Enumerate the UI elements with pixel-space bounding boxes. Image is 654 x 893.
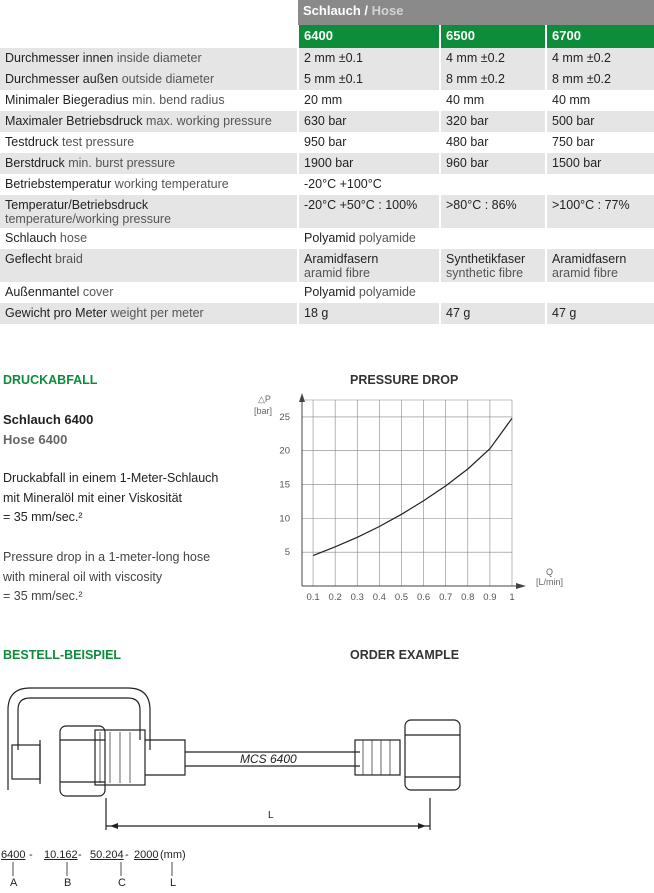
table-cell: 8 mm ±0.2 — [546, 69, 654, 90]
table-cell: >100°C : 77% — [546, 195, 654, 228]
table-cell: 2 mm ±0.1 — [298, 48, 440, 69]
table-row — [0, 111, 654, 132]
table-cell: 320 bar — [440, 111, 546, 132]
table-header-group-row — [0, 0, 654, 25]
header-blank-cell — [0, 25, 298, 48]
hose-label-de: Schlauch 6400 — [3, 412, 94, 427]
header-group-sep: / — [360, 3, 372, 18]
row-label: Testdruck test pressure — [5, 135, 135, 149]
order-code-part-a: 6400 — [1, 849, 26, 861]
header-group-cell — [298, 0, 654, 25]
model-header-6400: 6400 — [298, 25, 440, 48]
x-tick-label: 0.4 — [372, 592, 386, 603]
x-tick-label: 0.9 — [483, 592, 497, 603]
description-en-line: Pressure drop in a 1-meter-long hose — [3, 550, 211, 564]
description-en-line: with mineral oil with viscosity — [3, 569, 163, 584]
table-cell: 750 bar — [546, 132, 654, 153]
table-cell: 1500 bar — [546, 153, 654, 174]
hose-label — [3, 410, 93, 450]
pressure-drop-heading: PRESSURE DROP — [350, 373, 459, 387]
row-label: Gewicht pro Meter weight per meter — [0, 303, 298, 324]
hose-marking: MCS 6400 — [240, 752, 297, 766]
table-cell: 20 mm — [298, 90, 440, 111]
x-tick-label: 0.6 — [416, 592, 431, 603]
table-cell-span: -20°C +100°C — [298, 174, 654, 195]
series-line-hose-6400 — [313, 418, 512, 555]
row-label: Temperatur/Betriebsdruck temperature/working pressure — [0, 195, 298, 228]
left-body — [145, 740, 185, 775]
table-cell: 40 mm — [546, 90, 654, 111]
y-label-symbol: △P — [258, 394, 271, 404]
order-code-part-c: 50.204 — [90, 849, 124, 861]
table-cell: Synthetikfaser synthetic fibre — [440, 249, 546, 282]
table-row — [0, 153, 654, 174]
table-cell: 950 bar — [298, 132, 440, 153]
right-ferrule — [355, 740, 400, 775]
table-cell: 18 g — [298, 303, 440, 324]
model-header-6500: 6500 — [440, 25, 546, 48]
table-cell-span: Polyamid polyamide — [298, 282, 654, 303]
bestell-beispiel-heading: BESTELL-BEISPIEL — [3, 648, 122, 662]
row-label: Betriebstemperatur working temperature — [5, 177, 229, 191]
header-blank-cell — [0, 0, 298, 25]
table-cell: 47 g — [440, 303, 546, 324]
table-header-models-row — [0, 25, 654, 48]
order-code-part-b: 10.162 — [44, 849, 78, 861]
row-label: Schlauch hose — [5, 231, 88, 245]
order-code-sep: - — [78, 849, 82, 861]
table-cell: 8 mm ±0.2 — [440, 69, 546, 90]
left-cap — [12, 745, 40, 779]
right-coupling-nut — [405, 720, 460, 790]
bracket-inner — [8, 688, 150, 790]
description-de-line: = 35 mm/sec.² — [3, 510, 83, 524]
chart-ticks — [279, 412, 514, 603]
y-axis-arrow — [299, 393, 305, 402]
table-cell: 960 bar — [440, 153, 546, 174]
row-label: Durchmesser außen outside diameter — [0, 69, 298, 90]
x-tick-label: 0.5 — [394, 592, 409, 603]
table-row — [0, 282, 654, 303]
y-tick-label: 25 — [279, 411, 290, 423]
table-cell: 480 bar — [440, 132, 546, 153]
chart-grid — [302, 400, 512, 586]
order-letter-c: C — [118, 877, 126, 889]
description-de — [3, 469, 218, 528]
y-label-unit: [bar] — [254, 406, 273, 416]
order-example-heading: ORDER EXAMPLE — [350, 648, 460, 662]
x-label-symbol: Q — [546, 567, 554, 577]
x-tick-label: 0.1 — [306, 592, 320, 603]
hose-assembly-drawing — [0, 680, 654, 840]
header-group-de: Schlauch — [303, 3, 361, 18]
table-row — [0, 132, 654, 153]
order-letter-a: A — [10, 877, 18, 889]
druckabfall-heading: DRUCKABFALL — [3, 373, 98, 387]
description-de-line: Druckabfall in einem 1-Meter-Schlauch — [3, 471, 219, 485]
order-letter-l: L — [170, 877, 177, 889]
row-label: Berstdruck min. burst pressure — [0, 153, 298, 174]
x-label-unit: [L/min] — [536, 577, 564, 587]
pressure-drop-chart — [250, 390, 580, 610]
table-row — [0, 195, 654, 228]
hose-label-en: Hose 6400 — [3, 432, 68, 447]
row-label: Minimaler Biegeradius min. bend radius — [5, 93, 225, 107]
x-tick-label: 0.3 — [350, 592, 364, 603]
x-tick-label: 1 — [509, 592, 515, 603]
bracket-outer — [18, 698, 140, 750]
table-cell: Aramidfasern aramid fibre — [298, 249, 440, 282]
table-cell: 4 mm ±0.2 — [440, 48, 546, 69]
order-code-leaders — [0, 860, 200, 890]
table-row — [0, 228, 654, 249]
table-row — [0, 69, 654, 90]
row-label: Maximaler Betriebsdruck max. working pressure — [0, 111, 298, 132]
table-row — [0, 90, 654, 111]
order-letter-b: B — [64, 877, 72, 889]
table-cell: 5 mm ±0.1 — [298, 69, 440, 90]
table-cell: Aramidfasern aramid fibre — [546, 249, 654, 282]
x-tick-label: 0.7 — [439, 592, 453, 603]
y-tick-label: 5 — [284, 547, 290, 559]
row-label: Durchmesser innen inside diameter — [0, 48, 298, 69]
y-tick-label: 15 — [279, 479, 290, 491]
table-cell: 630 bar — [298, 111, 440, 132]
y-tick-label: 10 — [279, 513, 290, 525]
row-label: Geflecht braid — [0, 249, 298, 282]
x-axis-arrow — [516, 583, 526, 589]
table-cell: 1900 bar — [298, 153, 440, 174]
header-group-en: Hose — [371, 3, 404, 18]
table-cell: 500 bar — [546, 111, 654, 132]
table-row — [0, 174, 654, 195]
table-row — [0, 303, 654, 324]
table-cell: 47 g — [546, 303, 654, 324]
table-cell-span: Polyamid polyamide — [298, 228, 654, 249]
dimension-label: L — [268, 810, 274, 821]
order-code-sep: - — [29, 849, 33, 861]
table-cell: -20°C +50°C : 100% — [298, 195, 440, 228]
x-tick-label: 0.8 — [461, 592, 475, 603]
order-code-unit: (mm) — [160, 849, 186, 861]
order-code-part-l: 2000 — [134, 849, 159, 861]
description-en-line: = 35 mm/sec.² — [3, 589, 83, 603]
spec-table — [0, 0, 654, 324]
y-tick-label: 20 — [279, 445, 290, 457]
table-row — [0, 249, 654, 282]
model-header-6700: 6700 — [546, 25, 654, 48]
table-cell: 4 mm ±0.2 — [546, 48, 654, 69]
row-label: Außenmantel cover — [5, 285, 114, 299]
table-cell: >80°C : 86% — [440, 195, 546, 228]
description-en — [3, 548, 210, 607]
x-tick-label: 0.2 — [328, 592, 342, 603]
description-de-line: mit Mineralöl mit einer Viskosität — [3, 490, 182, 505]
order-code-sep: - — [125, 849, 129, 861]
table-cell: 40 mm — [440, 90, 546, 111]
table-row — [0, 48, 654, 69]
